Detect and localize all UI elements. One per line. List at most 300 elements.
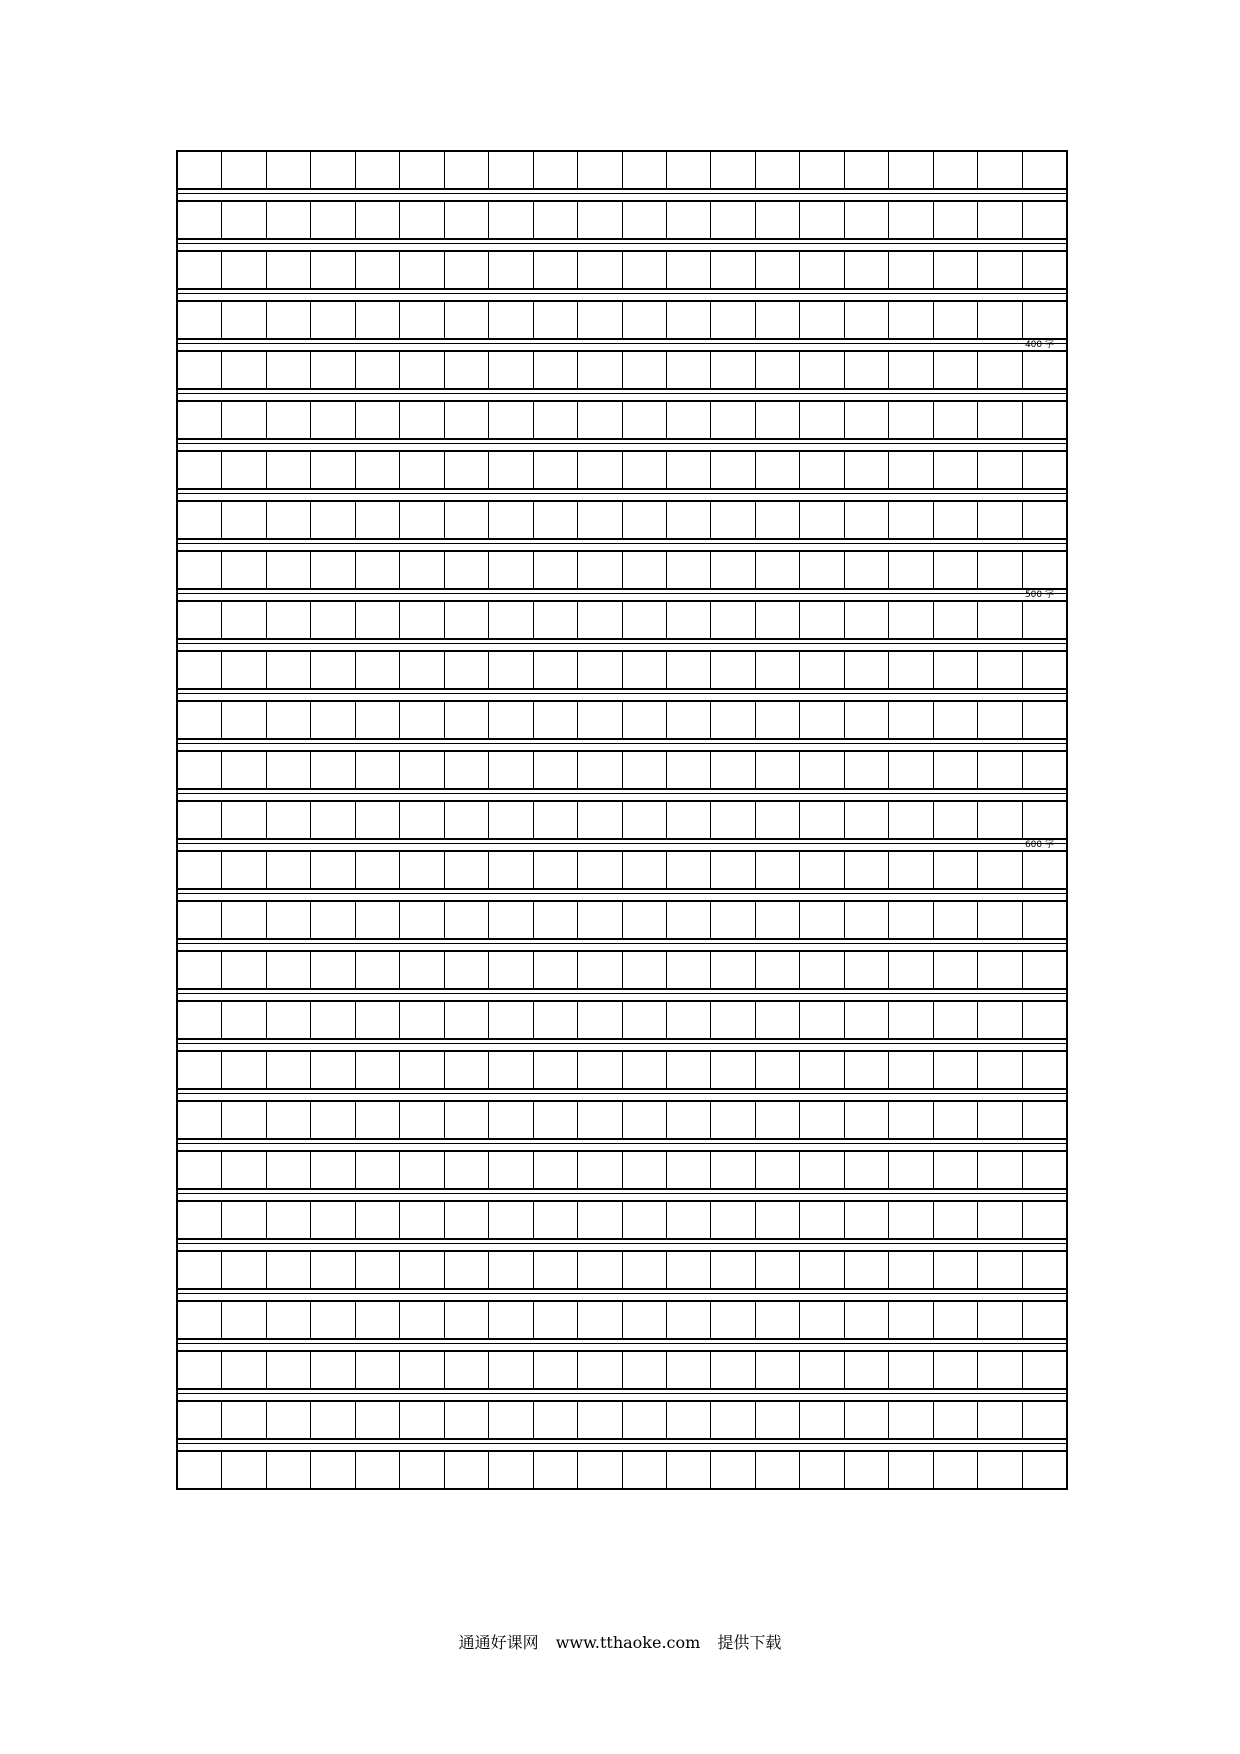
grid-cell (489, 552, 533, 588)
grid-cell (178, 902, 222, 938)
row-gap-line (178, 843, 1066, 844)
grid-cell (978, 1452, 1022, 1488)
grid-cell (889, 1352, 933, 1388)
grid-cell (845, 402, 889, 438)
row-gap-line (178, 993, 1066, 994)
grid-cell (534, 202, 578, 238)
grid-cell (400, 752, 444, 788)
footer-site-name: 通通好课网 (458, 1633, 539, 1652)
grid-cell (756, 302, 800, 338)
grid-cell (445, 1402, 489, 1438)
grid-cell (311, 1402, 355, 1438)
grid-cell (711, 1302, 755, 1338)
grid-row (176, 1250, 1068, 1290)
footer-suffix: 提供下载 (717, 1633, 782, 1652)
grid-cell (1023, 1252, 1066, 1288)
grid-cell (267, 702, 311, 738)
grid-cell (756, 752, 800, 788)
grid-cell (311, 202, 355, 238)
grid-cell (934, 1402, 978, 1438)
grid-cell (222, 952, 266, 988)
grid-cell (800, 202, 844, 238)
grid-cell (711, 1452, 755, 1488)
grid-cell (800, 1252, 844, 1288)
grid-cell (623, 1102, 667, 1138)
grid-cell (578, 702, 622, 738)
grid-cell (889, 1002, 933, 1038)
grid-row (176, 700, 1068, 740)
grid-cell (845, 152, 889, 188)
grid-cell (489, 1202, 533, 1238)
grid-cell (934, 402, 978, 438)
row-gap (176, 790, 1068, 800)
grid-cell (667, 1252, 711, 1288)
grid-cell (578, 1102, 622, 1138)
grid-cell (623, 1152, 667, 1188)
grid-cell (534, 502, 578, 538)
grid-cell (489, 1452, 533, 1488)
grid-cell (845, 952, 889, 988)
grid-cell (400, 402, 444, 438)
grid-cell (889, 602, 933, 638)
grid-cell (711, 552, 755, 588)
grid-cell (267, 552, 311, 588)
row-gap-line (178, 1093, 1066, 1094)
grid-cell (534, 352, 578, 388)
grid-cell (934, 1052, 978, 1088)
grid-row (176, 200, 1068, 240)
grid-cell (311, 702, 355, 738)
grid-cell (1023, 752, 1066, 788)
grid-cell (267, 502, 311, 538)
grid-cell (267, 1152, 311, 1188)
row-gap (176, 590, 1068, 600)
grid-cell (711, 202, 755, 238)
grid-cell (800, 1202, 844, 1238)
grid-cell (311, 802, 355, 838)
grid-cell (667, 652, 711, 688)
grid-cell (889, 802, 933, 838)
grid-cell (178, 952, 222, 988)
grid-cell (311, 852, 355, 888)
grid-cell (667, 452, 711, 488)
grid-cell (1023, 1152, 1066, 1188)
grid-cell (267, 302, 311, 338)
row-gap (176, 1440, 1068, 1450)
grid-row (176, 1050, 1068, 1090)
row-gap (176, 1240, 1068, 1250)
grid-cell (1023, 952, 1066, 988)
grid-cell (534, 652, 578, 688)
grid-cell (711, 1002, 755, 1038)
grid-cell (845, 1202, 889, 1238)
grid-cell (623, 152, 667, 188)
grid-cell (445, 252, 489, 288)
grid-cell (400, 502, 444, 538)
grid-cell (711, 152, 755, 188)
grid-cell (667, 702, 711, 738)
grid-cell (889, 1202, 933, 1238)
grid-cell (578, 1052, 622, 1088)
grid-cell (578, 802, 622, 838)
grid-cell (445, 652, 489, 688)
grid-cell (267, 1452, 311, 1488)
row-gap (176, 1190, 1068, 1200)
grid-cell (1023, 202, 1066, 238)
grid-cell (400, 802, 444, 838)
grid-cell (1023, 552, 1066, 588)
grid-cell (667, 1152, 711, 1188)
grid-cell (178, 502, 222, 538)
grid-cell (978, 752, 1022, 788)
grid-cell (934, 1102, 978, 1138)
grid-cell (800, 1002, 844, 1038)
grid-cell (711, 802, 755, 838)
row-gap-line (178, 1243, 1066, 1244)
grid-cell (489, 602, 533, 638)
grid-cell (311, 1252, 355, 1288)
grid-cell (356, 602, 400, 638)
grid-cell (711, 302, 755, 338)
row-gap (176, 390, 1068, 400)
grid-cell (445, 1452, 489, 1488)
grid-cell (845, 652, 889, 688)
grid-cell (356, 1102, 400, 1138)
row-gap-line (178, 193, 1066, 194)
grid-cell (534, 902, 578, 938)
grid-cell (400, 1252, 444, 1288)
grid-cell (445, 952, 489, 988)
grid-cell (756, 852, 800, 888)
grid-cell (756, 352, 800, 388)
grid-cell (222, 1052, 266, 1088)
grid-cell (623, 1352, 667, 1388)
grid-cell (756, 902, 800, 938)
grid-cell (845, 202, 889, 238)
grid-cell (178, 702, 222, 738)
grid-cell (356, 1202, 400, 1238)
footer-url[interactable]: www.tthaoke.com (555, 1633, 701, 1652)
grid-cell (934, 1352, 978, 1388)
grid-cell (489, 652, 533, 688)
grid-cell (1023, 252, 1066, 288)
grid-cell (845, 902, 889, 938)
grid-cell (178, 252, 222, 288)
grid-cell (845, 1452, 889, 1488)
grid-cell (178, 152, 222, 188)
row-gap (176, 690, 1068, 700)
grid-cell (445, 1052, 489, 1088)
grid-cell (800, 752, 844, 788)
grid-cell (978, 952, 1022, 988)
grid-cell (800, 602, 844, 638)
grid-cell (1023, 1002, 1066, 1038)
grid-cell (978, 652, 1022, 688)
grid-cell (356, 152, 400, 188)
grid-cell (267, 152, 311, 188)
grid-cell (222, 902, 266, 938)
grid-cell (311, 1052, 355, 1088)
grid-cell (978, 252, 1022, 288)
grid-cell (845, 1002, 889, 1038)
row-gap-line (178, 743, 1066, 744)
grid-cell (667, 952, 711, 988)
grid-cell (623, 1002, 667, 1038)
grid-cell (311, 1302, 355, 1338)
grid-cell (534, 1352, 578, 1388)
grid-cell (667, 1052, 711, 1088)
grid-cell (1023, 702, 1066, 738)
grid-cell (978, 352, 1022, 388)
grid-cell (667, 752, 711, 788)
grid-cell (400, 452, 444, 488)
grid-cell (978, 552, 1022, 588)
grid-cell (489, 1252, 533, 1288)
grid-cell (178, 352, 222, 388)
grid-cell (800, 702, 844, 738)
row-gap-line (178, 1293, 1066, 1294)
grid-cell (445, 752, 489, 788)
grid-cell (356, 1002, 400, 1038)
row-gap-line (178, 343, 1066, 344)
grid-cell (445, 552, 489, 588)
grid-cell (356, 952, 400, 988)
grid-cell (578, 752, 622, 788)
grid-cell (356, 552, 400, 588)
grid-cell (400, 1102, 444, 1138)
grid-cell (667, 402, 711, 438)
grid-cell (756, 1002, 800, 1038)
row-gap (176, 640, 1068, 650)
grid-cell (400, 1402, 444, 1438)
grid-row (176, 900, 1068, 940)
grid-cell (623, 802, 667, 838)
grid-cell (489, 452, 533, 488)
grid-cell (178, 1252, 222, 1288)
grid-cell (445, 502, 489, 538)
grid-cell (667, 502, 711, 538)
grid-cell (978, 1202, 1022, 1238)
grid-cell (222, 1152, 266, 1188)
grid-cell (756, 552, 800, 588)
grid-cell (623, 1052, 667, 1088)
grid-row (176, 250, 1068, 290)
grid-cell (711, 352, 755, 388)
grid-cell (178, 1352, 222, 1388)
grid-cell (400, 1452, 444, 1488)
grid-cell (934, 252, 978, 288)
grid-cell (934, 502, 978, 538)
grid-cell (267, 752, 311, 788)
grid-cell (1023, 1102, 1066, 1138)
grid-cell (311, 402, 355, 438)
grid-cell (489, 952, 533, 988)
grid-cell (623, 352, 667, 388)
grid-cell (534, 752, 578, 788)
grid-cell (889, 652, 933, 688)
grid-cell (534, 1302, 578, 1338)
grid-cell (400, 352, 444, 388)
grid-cell (489, 1102, 533, 1138)
grid-cell (889, 202, 933, 238)
grid-cell (400, 1152, 444, 1188)
grid-cell (400, 1202, 444, 1238)
grid-cell (667, 1002, 711, 1038)
grid-cell (489, 252, 533, 288)
grid-cell (845, 1402, 889, 1438)
grid-cell (978, 1002, 1022, 1038)
grid-cell (889, 1252, 933, 1288)
grid-cell (623, 1252, 667, 1288)
grid-cell (845, 252, 889, 288)
grid-cell (756, 1402, 800, 1438)
grid-cell (667, 602, 711, 638)
grid-cell (356, 1252, 400, 1288)
grid-cell (178, 752, 222, 788)
grid-cell (578, 202, 622, 238)
row-gap (176, 740, 1068, 750)
grid-cell (1023, 602, 1066, 638)
grid-cell (311, 302, 355, 338)
grid-cell (445, 802, 489, 838)
grid-row (176, 550, 1068, 590)
grid-cell (267, 1402, 311, 1438)
grid-cell (800, 1102, 844, 1138)
row-gap (176, 1090, 1068, 1100)
grid-cell (267, 902, 311, 938)
grid-cell (1023, 1352, 1066, 1388)
grid-cell (623, 552, 667, 588)
grid-cell (889, 952, 933, 988)
grid-row (176, 1150, 1068, 1190)
grid-cell (934, 202, 978, 238)
row-gap (176, 940, 1068, 950)
grid-cell (845, 602, 889, 638)
grid-cell (578, 302, 622, 338)
grid-cell (311, 1352, 355, 1388)
grid-row (176, 1450, 1068, 1490)
grid-cell (267, 1202, 311, 1238)
grid-cell (222, 1002, 266, 1038)
grid-cell (800, 1452, 844, 1488)
grid-cell (845, 1102, 889, 1138)
row-gap-line (178, 693, 1066, 694)
grid-cell (578, 402, 622, 438)
grid-cell (578, 152, 622, 188)
grid-cell (178, 852, 222, 888)
grid-cell (845, 1052, 889, 1088)
grid-cell (1023, 652, 1066, 688)
grid-cell (800, 402, 844, 438)
grid-cell (845, 852, 889, 888)
grid-cell (756, 1102, 800, 1138)
grid-cell (400, 1002, 444, 1038)
grid-cell (489, 1352, 533, 1388)
grid-cell (934, 1302, 978, 1338)
grid-cell (711, 902, 755, 938)
grid-cell (222, 252, 266, 288)
grid-cell (623, 702, 667, 738)
grid-cell (978, 1302, 1022, 1338)
grid-cell (800, 152, 844, 188)
grid-cell (800, 852, 844, 888)
grid-cell (934, 652, 978, 688)
grid-cell (222, 302, 266, 338)
row-gap-line (178, 1143, 1066, 1144)
grid-cell (222, 1302, 266, 1338)
grid-cell (623, 1452, 667, 1488)
grid-cell (978, 1352, 1022, 1388)
grid-cell (756, 402, 800, 438)
grid-cell (978, 402, 1022, 438)
grid-cell (845, 1152, 889, 1188)
row-gap (176, 340, 1068, 350)
grid-cell (845, 752, 889, 788)
grid-cell (845, 552, 889, 588)
grid-row (176, 1350, 1068, 1390)
row-gap-line (178, 293, 1066, 294)
grid-cell (934, 952, 978, 988)
row-gap-line (178, 893, 1066, 894)
grid-cell (445, 1352, 489, 1388)
grid-cell (578, 552, 622, 588)
row-gap (176, 1040, 1068, 1050)
grid-cell (445, 452, 489, 488)
grid-cell (667, 252, 711, 288)
grid-cell (445, 302, 489, 338)
grid-cell (400, 202, 444, 238)
grid-cell (889, 852, 933, 888)
grid-cell (1023, 452, 1066, 488)
grid-cell (934, 602, 978, 638)
grid-cell (311, 602, 355, 638)
grid-cell (934, 452, 978, 488)
grid-cell (934, 1202, 978, 1238)
grid-cell (534, 1252, 578, 1288)
grid-cell (934, 852, 978, 888)
grid-cell (934, 1002, 978, 1038)
grid-cell (978, 602, 1022, 638)
grid-cell (756, 1052, 800, 1088)
grid-cell (711, 652, 755, 688)
grid-cell (311, 902, 355, 938)
grid-cell (756, 952, 800, 988)
grid-cell (623, 202, 667, 238)
grid-cell (800, 452, 844, 488)
grid-cell (534, 852, 578, 888)
grid-cell (889, 1102, 933, 1138)
grid-cell (978, 302, 1022, 338)
grid-cell (356, 1352, 400, 1388)
grid-cell (667, 1402, 711, 1438)
grid-cell (222, 652, 266, 688)
grid-cell (800, 502, 844, 538)
grid-cell (1023, 802, 1066, 838)
grid-cell (311, 1002, 355, 1038)
grid-cell (489, 752, 533, 788)
grid-cell (267, 1002, 311, 1038)
grid-cell (356, 1152, 400, 1188)
grid-cell (756, 452, 800, 488)
grid-cell (178, 602, 222, 638)
grid-cell (934, 1452, 978, 1488)
grid-cell (311, 1202, 355, 1238)
grid-cell (445, 352, 489, 388)
grid-cell (889, 702, 933, 738)
grid-cell (800, 302, 844, 338)
grid-cell (400, 252, 444, 288)
grid-cell (178, 1402, 222, 1438)
